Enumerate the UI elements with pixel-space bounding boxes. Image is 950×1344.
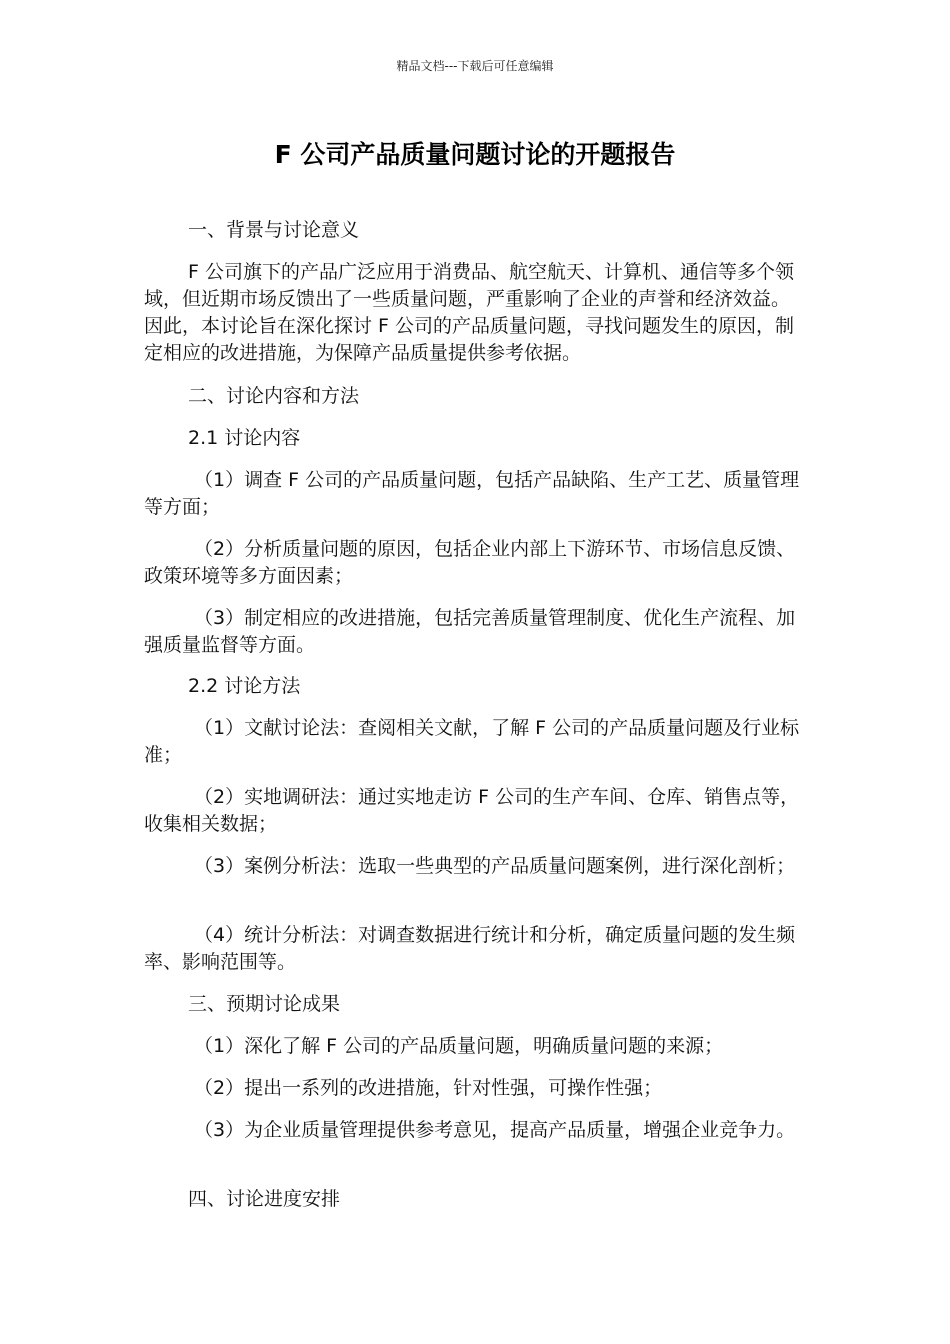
- subsection-heading-content: 2.1 讨论内容: [188, 427, 301, 449]
- section-heading-background: 一、背景与讨论意义: [188, 219, 360, 241]
- method-item-1: （1）文献讨论法：查阅相关文献，了解 F 公司的产品质量问题及行业标准；: [144, 717, 800, 766]
- method-item-2: （2）实地调研法：通过实地走访 F 公司的生产车间、仓库、销售点等，收集相关数据；: [144, 786, 800, 835]
- background-paragraph: F 公司旗下的产品广泛应用于消费品、航空航天、计算机、通信等多个领域，但近期市场反馈出了一些质量问题，严重影响了企业的声誉和经济效益。因此，本讨论旨在深化探讨 F 公司的产品质量问题，寻找问题发生的原因，制定相应的改进措施，为保障产品质量提供参考依据。: [144, 261, 795, 364]
- document-title: F 公司产品质量问题讨论的开题报告: [274, 140, 676, 169]
- section-heading-schedule: 四、讨论进度安排: [188, 1188, 341, 1210]
- method-item-4: （4）统计分析法：对调查数据进行统计和分析，确定质量问题的发生频率、影响范围等。: [144, 924, 796, 973]
- method-item-3: （3）案例分析法：选取一些典型的产品质量问题案例，进行深化剖析；: [194, 855, 796, 877]
- page-header: 精品文档---下载后可任意编辑: [396, 59, 554, 73]
- result-item-3: （3）为企业质量管理提供参考意见，提高产品质量，增强企业竞争力。: [194, 1119, 796, 1141]
- result-item-1: （1）深化了解 F 公司的产品质量问题，明确质量问题的来源；: [194, 1035, 724, 1057]
- content-item-2: （2）分析质量问题的原因，包括企业内部上下游环节、市场信息反馈、政策环境等多方面因素；: [144, 538, 796, 587]
- section-heading-expected-results: 三、预期讨论成果: [188, 993, 341, 1015]
- subsection-heading-method: 2.2 讨论方法: [188, 675, 301, 697]
- content-item-1: （1）调查 F 公司的产品质量问题，包括产品缺陷、生产工艺、质量管理等方面；: [144, 469, 800, 518]
- content-item-3: （3）制定相应的改进措施，包括完善质量管理制度、优化生产流程、加强质量监督等方面。: [144, 607, 796, 656]
- result-item-2: （2）提出一系列的改进措施，针对性强，可操作性强；: [194, 1077, 663, 1099]
- section-heading-content-method: 二、讨论内容和方法: [188, 385, 360, 407]
